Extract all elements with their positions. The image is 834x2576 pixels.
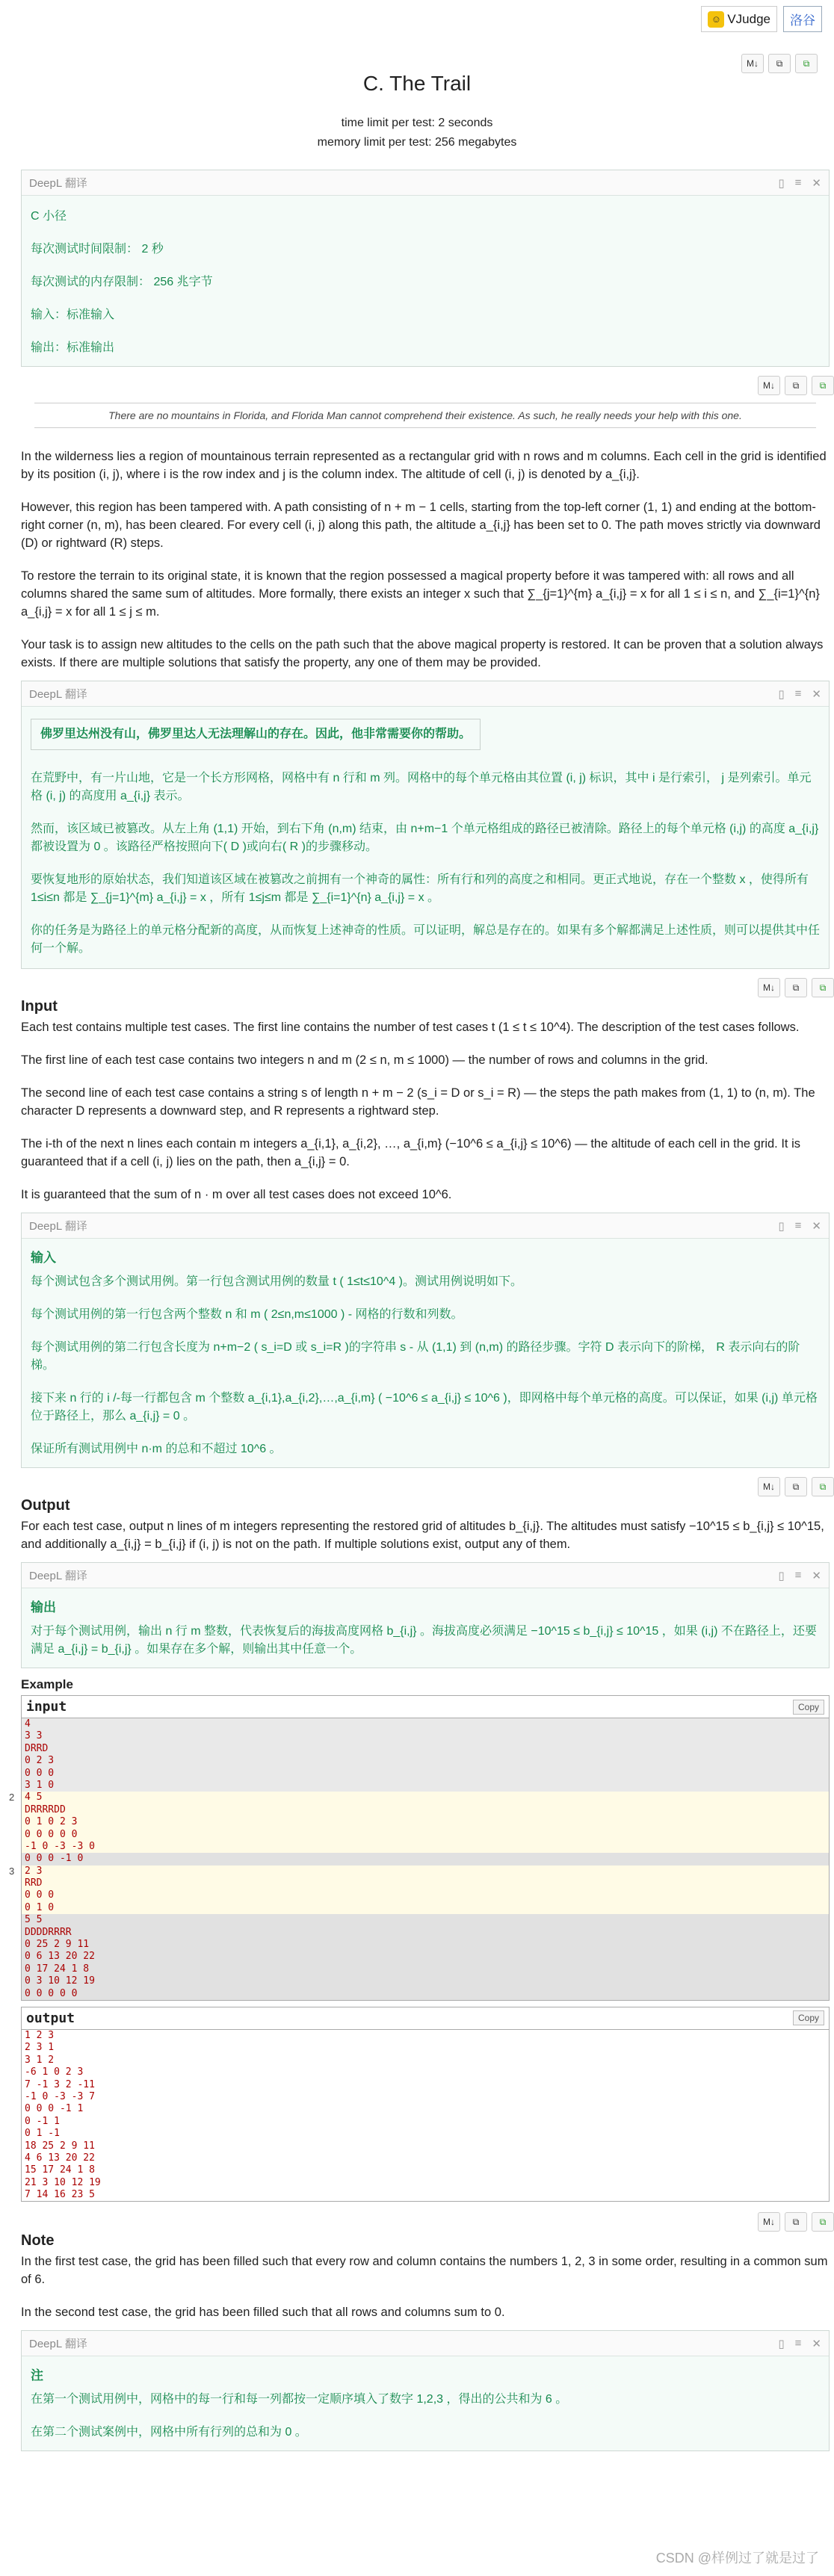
note-p1: In the first test case, the grid has been filled such that every row and column contains the numbers 1, 2, 3 in some order, resulting in a common sum of 6. (21, 2255, 828, 2287)
luogu-label: 洛谷 (790, 13, 815, 28)
toolbar-output (21, 1477, 834, 1496)
copy-icon[interactable]: ▯ (778, 1219, 785, 1233)
toolbar-statement (21, 376, 834, 395)
deepl-note-p2: 在第二个测试案例中，网格中所有行列的总和为 0 。 (31, 2426, 307, 2439)
sample-input[interactable] (22, 1718, 829, 2000)
deepl-note-title: 注 (31, 2368, 43, 2383)
markdown-button[interactable]: M↓ (758, 376, 780, 395)
sample-input-line: 0 25 2 9 11 (22, 1939, 829, 1951)
toolbar-top (741, 54, 818, 73)
menu-icon[interactable]: ≡ (794, 2336, 802, 2350)
deepl-output-title: 输出 (31, 1600, 56, 1614)
deepl-memory-line: 每次测试的内存限制： 256 兆字节 (31, 276, 213, 288)
sample-input-line: 3 1 0 (22, 1780, 829, 1792)
sample-input-line: 0 0 0 0 0 (22, 1829, 829, 1841)
sample-output[interactable] (22, 2030, 829, 2201)
deepl-label: DeepL 翻译 (29, 177, 87, 190)
translate-button[interactable]: ⧉ (812, 376, 834, 395)
statement-p4: Your task is to assign new altitudes to the cells on the path such that the above magical property is restored. It can be proven that a solution always exists. If there are multiple solutions that satisfy the property, any one of them may be provided. (21, 638, 824, 669)
menu-icon[interactable]: ≡ (794, 1219, 802, 1232)
sample-input-line: 0 2 3 (22, 1755, 829, 1767)
note-title: Note (21, 2232, 55, 2250)
input-p3: The second line of each test case contains a string s of length n + m − 2 (s_i = D or s_i = R) — the steps the path makes from (1, 1) to (n, m). The character D represents a downward step, and R represents a rightward step. (21, 1086, 815, 1118)
deepl-box-output (21, 1562, 830, 1668)
deepl-label: DeepL 翻译 (29, 1570, 87, 1582)
markdown-button[interactable]: M↓ (758, 2212, 780, 2232)
copy-button[interactable]: ⧉ (785, 376, 807, 395)
input-title: Input (21, 998, 58, 1015)
deepl-legend-p3: 要恢复地形的原始状态，我们知道该区域在被篡改之前拥有一个神奇的属性：所有行和列的高度之和相同。更正式地说，存在一个整数 x ，使得所有 1≤i≤n 都是 ∑_{j=1}^{m} a_{i,j} = x ，所有 1≤j≤m 都是 ∑_{i=1}^{n} a_{i,j} = x 。 (31, 873, 809, 904)
menu-icon[interactable]: ≡ (794, 1568, 802, 1582)
copy-output-button[interactable]: Copy (793, 2010, 824, 2025)
sample-output-line: 4 6 13 20 22 (22, 2152, 829, 2164)
sample-output-line: 0 -1 1 (22, 2116, 829, 2128)
example-title: Example (21, 1677, 73, 1691)
statement-p1: In the wilderness lies a region of mountainous terrain represented as a rectangular grid with n rows and m columns. Each cell in the grid is identified by its position (i, j), where i is the row index and j is the column index. The altitude of cell (i, j) is denoted by a_{i,j}. (21, 450, 827, 481)
deepl-time-line: 每次测试时间限制： 2 秒 (31, 243, 164, 256)
deepl-input-p3: 每个测试用例的第二行包含长度为 n+m−2 ( s_i=D 或 s_i=R )的字符串 s - 从 (1,1) 到 (n,m) 的路径步骤。字符 D 表示向下的阶梯， R 表示向右的阶梯。 (31, 1341, 800, 1372)
sample-input-line: 0 6 13 20 22 (22, 1951, 829, 1963)
note-p2: In the second test case, the grid has been filled such that all rows and columns sum to 0. (21, 2306, 505, 2320)
markdown-button[interactable]: M↓ (758, 1477, 780, 1496)
sample-output-line: 7 -1 3 2 -11 (22, 2079, 829, 2091)
sample-input-line: DDDDRRRR (22, 1927, 829, 1939)
deepl-box-input (21, 1213, 830, 1468)
sample-input-line: -1 0 -3 -3 0 (22, 1841, 829, 1853)
sample-input-line: 4 (22, 1718, 829, 1730)
close-icon[interactable]: ✕ (812, 1219, 821, 1233)
menu-icon[interactable]: ≡ (794, 176, 802, 189)
input-p1: Each test contains multiple test cases. The first line contains the number of test cases t (1 ≤ t ≤ 10^4). The description of the test cases follows. (21, 1021, 800, 1034)
input-p4: The i-th of the next n lines each contain m integers a_{i,1}, a_{i,2}, …, a_{i,m} (−10^6 ≤ a_{i,j} ≤ 10^6) — the altitude of each cell in the grid. It is guaranteed that if a cell (i, j) lies on the path, then a_{i,j} = 0. (21, 1137, 801, 1168)
copy-icon[interactable]: ▯ (778, 1569, 785, 1582)
copy-icon[interactable]: ▯ (778, 176, 785, 190)
problem-statement (9, 161, 830, 2460)
legend (21, 448, 830, 672)
deepl-box-header (21, 170, 830, 367)
copy-input-button[interactable]: Copy (793, 1700, 824, 1715)
vjudge-link[interactable] (701, 6, 777, 32)
sample-input-line: 0 1 0 (22, 1902, 829, 1914)
markdown-button[interactable]: M↓ (758, 978, 780, 997)
test-case-number: 2 (9, 1792, 15, 1803)
deepl-output-p1: 对于每个测试用例，输出 n 行 m 整数，代表恢复后的海拔高度网格 b_{i,j} 。海拔高度必须满足 −10^15 ≤ b_{i,j} ≤ 10^15 ，如果 (i,j) 不在路径上，还要满足 a_{i,j} = b_{i,j} 。如果存在多个解，则输出其中任意一个。 (31, 1625, 817, 1656)
deepl-label: DeepL 翻译 (29, 1220, 87, 1233)
copy-button[interactable]: ⧉ (785, 1477, 807, 1496)
deepl-input-p1: 每个测试包含多个测试用例。第一行包含测试用例的数量 t ( 1≤t≤10^4 )。测试用例说明如下。 (31, 1275, 522, 1288)
luogu-link[interactable] (783, 6, 822, 32)
output-label: output (26, 2010, 75, 2026)
sample-input-line: DRRRRDD (22, 1804, 829, 1816)
problem-header (0, 72, 834, 152)
sample-output-line: -1 0 -3 -3 7 (22, 2091, 829, 2103)
close-icon[interactable]: ✕ (812, 1569, 821, 1582)
deepl-input-p2: 每个测试用例的第一行包含两个整数 n 和 m ( 2≤n,m≤1000 ) - 网格的行数和列数。 (31, 1308, 463, 1321)
translate-button[interactable]: ⧉ (795, 54, 818, 73)
translate-button[interactable]: ⧉ (812, 1477, 834, 1496)
statement-p3: To restore the terrain to its original state, it is known that the region possessed a magical property before it was tampered with: all rows and all columns shared the same sum of altitudes. More formally, there exists an integer x such that ∑_{j=1}^{m} a_{i,j} = x for all 1 ≤ i ≤ n, and ∑_{i=1}^{n} a_{i,j} = x for all 1 ≤ j ≤ m. (21, 569, 820, 619)
deepl-label: DeepL 翻译 (29, 2338, 87, 2351)
sample-input-line: 4 5 (22, 1792, 829, 1803)
note (21, 2232, 830, 2321)
input-p2: The first line of each test case contains two integers n and m (2 ≤ n, m ≤ 1000) — the number of rows and columns in the grid. (21, 1053, 708, 1067)
input-specification (21, 997, 830, 1204)
deepl-note-p1: 在第一个测试用例中，网格中的每一行和每一列都按一定顺序填入了数字 1,2,3 ，得出的公共和为 6 。 (31, 2393, 568, 2406)
vjudge-label: VJudge (727, 11, 770, 26)
input-label: input (26, 1699, 67, 1715)
copy-icon[interactable]: ▯ (778, 2337, 785, 2350)
memory-limit: memory limit per test: 256 megabytes (317, 136, 517, 149)
sample-output-box (21, 2007, 830, 2202)
toolbar-note (21, 2212, 834, 2232)
statement-p2: However, this region has been tampered with. A path consisting of n + m − 1 cells, starting from the top-left corner (1, 1) and ending at the bottom-right corner (n, m), has been cleared. For every cell (i, j) along this path, the altitude a_{i,j} has been set to 0. The path moves strictly via downward (D) or rightward (R) steps. (21, 501, 821, 550)
sample-input-line: 0 0 0 0 0 (22, 1988, 829, 2000)
sample-output-line: 2 3 1 (22, 2042, 829, 2054)
sample-output-line: 1 2 3 (22, 2030, 829, 2042)
sample-output-line: 0 0 0 -1 1 (22, 2103, 829, 2115)
sample-output-line: 0 1 -1 (22, 2128, 829, 2140)
epigraph: There are no mountains in Florida, and Florida Man cannot comprehend their existence. As such, he really needs your help with this one. (34, 403, 816, 428)
top-links (701, 6, 822, 32)
sample-input-line: DRRD (22, 1743, 829, 1755)
deepl-input-line: 输入：标准输入 (31, 309, 115, 321)
sample-input-line: 0 17 24 1 8 (22, 1963, 829, 1975)
sample-output-line: -6 1 0 2 3 (22, 2066, 829, 2078)
copy-button[interactable]: ⧉ (785, 978, 807, 997)
close-icon[interactable]: ✕ (812, 2337, 821, 2350)
sample-input-line: 2 3 (22, 1866, 829, 1877)
sample-input-line: 0 0 0 (22, 1889, 829, 1901)
sample-input-line: 0 0 0 (22, 1768, 829, 1780)
deepl-box-legend (21, 681, 830, 969)
sample-output-line: 15 17 24 1 8 (22, 2164, 829, 2176)
sample-tests (9, 1677, 830, 2202)
translate-button[interactable]: ⧉ (812, 2212, 834, 2232)
deepl-input-p5: 保证所有测试用例中 n·m 的总和不超过 10^6 。 (31, 1443, 282, 1455)
test-case-number: 3 (9, 1865, 15, 1877)
menu-icon[interactable]: ≡ (794, 687, 802, 700)
problem-title: C. The Trail (362, 72, 472, 95)
output-p1: For each test case, output n lines of m integers representing the restored grid of altitudes b_{i,j}. The altitudes must satisfy −10^15 ≤ b_{i,j} ≤ 10^15, and additionally a_{i,j} = b_{i,j} if (i, j) is not on the path. If multiple solutions exist, output any of them. (21, 1520, 824, 1551)
output-specification (21, 1496, 830, 1553)
deepl-epigraph: 佛罗里达州没有山，佛罗里达人无法理解山的存在。因此，他非常需要你的帮助。 (31, 719, 481, 750)
copy-button[interactable]: ⧉ (768, 54, 791, 73)
sample-output-line: 21 3 10 12 19 (22, 2177, 829, 2189)
deepl-output-line: 输出：标准输出 (31, 341, 115, 354)
csdn-watermark: CSDN @样例过了就是过了 (655, 2551, 819, 2566)
close-icon[interactable]: ✕ (812, 176, 821, 190)
markdown-button[interactable]: M↓ (741, 54, 764, 73)
deepl-input-p4: 接下来 n 行的 i /-每一行都包含 m 个整数 a_{i,1},a_{i,2},…,a_{i,m} ( −10^6 ≤ a_{i,j} ≤ 10^6 )，即网格中每个单元格的高度。可以保证，如果 (i,j) 单元格位于路径上，那么 a_{i,j} = 0 。 (31, 1392, 818, 1422)
deepl-title-line: C 小径 (31, 210, 67, 223)
vjudge-logo-icon: ☺ (708, 11, 724, 28)
sample-input-line: 3 3 (22, 1730, 829, 1742)
output-title: Output (21, 1497, 70, 1514)
sample-input-line: 0 1 0 2 3 (22, 1816, 829, 1828)
sample-output-line: 7 14 16 23 5 (22, 2189, 829, 2201)
sample-input-line: 0 0 0 -1 0 (22, 1853, 829, 1865)
deepl-box-note (21, 2330, 830, 2451)
copy-icon[interactable]: ▯ (778, 687, 785, 701)
copy-button[interactable]: ⧉ (785, 2212, 807, 2232)
close-icon[interactable]: ✕ (812, 687, 821, 701)
deepl-label: DeepL 翻译 (29, 688, 87, 701)
deepl-legend-p2: 然而，该区域已被篡改。从左上角 (1,1) 开始，到右下角 (n,m) 结束，由 n+m−1 个单元格组成的路径已被清除。路径上的每个单元格 (i,j) 的高度 a_{i,j} 都被设置为 0 。该路径严格按照向下( D )或向右( R )的步骤移动。 (31, 823, 819, 853)
translate-button[interactable]: ⧉ (812, 978, 834, 997)
toolbar-input (21, 978, 834, 997)
sample-input-line: RRD (22, 1877, 829, 1889)
deepl-legend-p4: 你的任务是为路径上的单元格分配新的高度，从而恢复上述神奇的性质。可以证明，解总是存在的。如果有多个解都满足上述性质，则可以提供其中任何一个解。 (31, 924, 821, 955)
sample-input-box (21, 1695, 830, 2001)
sample-input-line: 5 5 (22, 1914, 829, 1926)
sample-input-line: 0 3 10 12 19 (22, 1975, 829, 1987)
input-p5: It is guaranteed that the sum of n · m over all test cases does not exceed 10^6. (21, 1188, 452, 1201)
sample-output-line: 18 25 2 9 11 (22, 2140, 829, 2152)
time-limit: time limit per test: 2 seconds (341, 117, 493, 129)
deepl-legend-p1: 在荒野中，有一片山地，它是一个长方形网格，网格中有 n 行和 m 列。网格中的每个单元格由其位置 (i, j) 标识，其中 i 是行索引， j 是列索引。单元格 (i, j) 的高度用 a_{i,j} 表示。 (31, 772, 812, 802)
deepl-input-title: 输入 (31, 1251, 56, 1265)
sample-output-line: 3 1 2 (22, 2055, 829, 2066)
